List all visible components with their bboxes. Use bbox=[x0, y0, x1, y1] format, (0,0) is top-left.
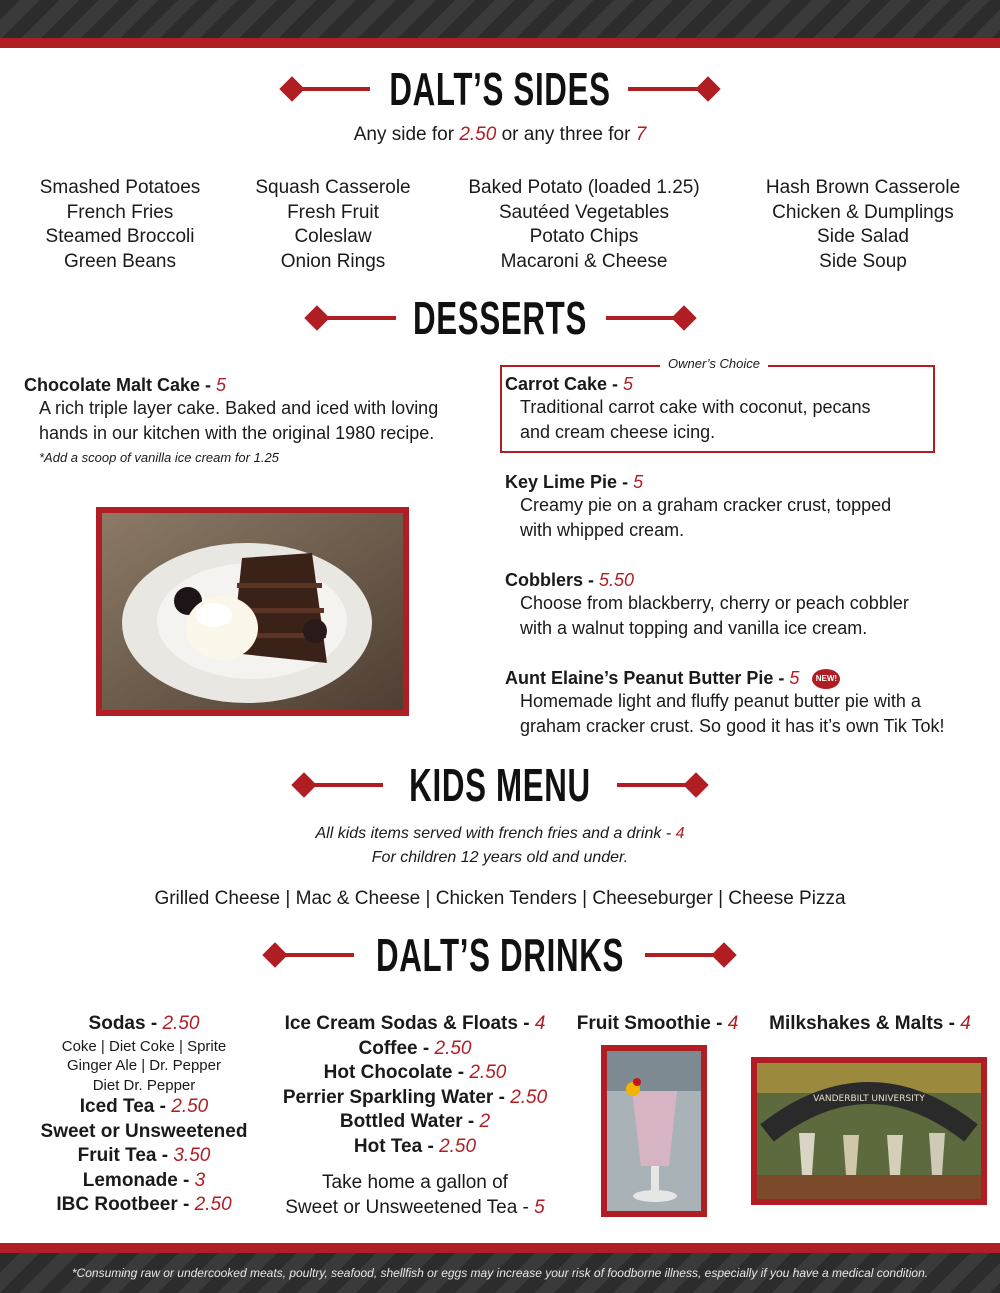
drink-name: Hot Tea bbox=[353, 1135, 423, 1157]
dessert-price: 5 bbox=[216, 375, 227, 395]
dessert-desc-line: with a walnut topping and vanilla ice cream. bbox=[520, 618, 868, 638]
owners-choice-label: Owner’s Choice bbox=[660, 356, 768, 371]
kids-items: Grilled Cheese | Mac & Cheese | Chicken Tenders | Cheeseburger | Cheese Pizza bbox=[154, 888, 846, 909]
drink-hot-tea: Hot Tea - 2.50 bbox=[353, 1135, 477, 1157]
dessert-desc-line: with whipped cream. bbox=[520, 520, 685, 540]
drink-iced-tea: Iced Tea - 2.50 bbox=[79, 1096, 209, 1117]
drink-price: 4 bbox=[534, 1013, 546, 1034]
drink-name: Ice Cream Sodas & Floats bbox=[284, 1013, 518, 1034]
cake-illustration bbox=[102, 513, 403, 710]
dessert-price: 5 bbox=[623, 374, 634, 394]
drink-price: 2.50 bbox=[469, 1062, 507, 1083]
side-item: Side Salad bbox=[817, 226, 909, 247]
gallon-price: 5 bbox=[534, 1196, 545, 1218]
dessert-name: Chocolate Malt Cake bbox=[24, 375, 201, 395]
dessert-name-line: Chocolate Malt Cake - 5 bbox=[24, 375, 227, 395]
dessert-price: 5 bbox=[633, 472, 644, 492]
drink-milkshakes: Milkshakes & Malts - 4 bbox=[769, 1013, 971, 1034]
dessert-name-line: Cobblers - 5.50 bbox=[505, 570, 635, 590]
sides-subtitle-text: Any side for bbox=[353, 124, 460, 145]
soda-options: Diet Dr. Pepper bbox=[92, 1076, 196, 1094]
drink-name: Sodas bbox=[88, 1013, 146, 1034]
dessert-desc-line: A rich triple layer cake. Baked and iced with loving bbox=[39, 398, 439, 418]
kids-title: KIDS MENU bbox=[409, 759, 591, 811]
sides-column-3 bbox=[454, 176, 714, 274]
side-item: Hash Brown Casserole bbox=[765, 177, 961, 198]
kids-info-line1 bbox=[0, 822, 1000, 846]
drinks-column-4 bbox=[755, 1012, 985, 1037]
top-pattern-band bbox=[0, 0, 1000, 38]
tea-sweet-option: Sweet or Unsweetened bbox=[40, 1120, 248, 1142]
drinks-column-2 bbox=[270, 1012, 560, 1220]
dessert-desc-line: hands in our kitchen with the original 1980 recipe. bbox=[39, 423, 435, 443]
drinks-title: DALT’S DRINKS bbox=[375, 929, 625, 981]
drink-name: Bottled Water bbox=[339, 1111, 463, 1132]
drink-perrier: Perrier Sparkling Water - 2.50 bbox=[282, 1086, 548, 1108]
dessert-description bbox=[24, 396, 494, 446]
drinks-column-1 bbox=[24, 1012, 264, 1218]
sides-column-2 bbox=[233, 176, 433, 274]
dessert-price: 5.50 bbox=[599, 570, 635, 590]
sides-subtitle-text-mid: or any three for bbox=[496, 124, 636, 145]
drink-name: Lemonade bbox=[82, 1169, 178, 1191]
drink-coffee: Coffee - 2.50 bbox=[358, 1037, 472, 1059]
dessert-name: Aunt Elaine’s Peanut Butter Pie bbox=[505, 668, 774, 688]
side-item: Side Soup bbox=[819, 250, 907, 272]
dessert-desc-line: Creamy pie on a graham cracker crust, topped bbox=[520, 495, 892, 515]
side-item: Steamed Broccoli bbox=[45, 226, 195, 247]
top-red-stripe bbox=[0, 38, 1000, 48]
side-item: Macaroni & Cheese bbox=[500, 250, 668, 272]
side-item: Potato Chips bbox=[529, 226, 639, 247]
side-item: Fresh Fruit bbox=[287, 201, 379, 223]
side-item: French Fries bbox=[66, 201, 174, 223]
gallon-offer-line1: Take home a gallon of bbox=[322, 1172, 508, 1193]
dessert-desc-line: Traditional carrot cake with coconut, pecans bbox=[520, 397, 871, 417]
dessert-carrot-cake bbox=[505, 374, 935, 445]
bottom-red-stripe bbox=[0, 1243, 1000, 1253]
dessert-key-lime-pie bbox=[505, 472, 985, 543]
side-item: Chicken & Dumplings bbox=[772, 201, 954, 223]
food-safety-disclaimer: *Consuming raw or undercooked meats, poultry, seafood, shellfish or eggs may increase your risk of foodborne illness, especially if you have a medical condition. bbox=[71, 1266, 929, 1280]
drink-price: 2 bbox=[479, 1111, 491, 1132]
drink-bottled-water: Bottled Water - 2 bbox=[339, 1111, 491, 1132]
gallon-offer-text: Sweet or Unsweetened Tea bbox=[285, 1196, 518, 1218]
side-item: Baked Potato (loaded 1.25) bbox=[468, 177, 700, 198]
dessert-price: 5 bbox=[789, 668, 800, 688]
kids-info-line2: For children 12 years old and under. bbox=[371, 849, 629, 866]
dessert-peanut-butter-pie bbox=[505, 668, 995, 739]
drink-price: 3.50 bbox=[173, 1145, 211, 1166]
dessert-note: *Add a scoop of vanilla ice cream for 1.25 bbox=[39, 450, 279, 465]
smoothie-illustration bbox=[607, 1051, 701, 1211]
drink-price: 2.50 bbox=[510, 1086, 548, 1108]
sides-price-single: 2.50 bbox=[459, 124, 497, 145]
dessert-name: Key Lime Pie bbox=[505, 472, 618, 492]
desserts-title: DESSERTS bbox=[412, 292, 588, 344]
drink-price: 4 bbox=[960, 1013, 971, 1034]
sign-text: VANDERBILT UNIVERSITY bbox=[813, 1094, 925, 1104]
drink-price: 2.50 bbox=[434, 1037, 472, 1059]
dessert-name: Cobblers bbox=[505, 570, 584, 590]
dessert-description bbox=[505, 395, 935, 445]
dessert-description bbox=[505, 591, 985, 641]
dessert-desc-line: Homemade light and fluffy peanut butter pie with a bbox=[520, 691, 921, 712]
new-badge: NEW! bbox=[812, 669, 840, 689]
drink-hot-chocolate: Hot Chocolate - 2.50 bbox=[323, 1062, 507, 1083]
side-item: Squash Casserole bbox=[255, 177, 411, 198]
drink-smoothie: Fruit Smoothie - 4 bbox=[576, 1013, 739, 1034]
dessert-name-line: Key Lime Pie - 5 bbox=[505, 472, 644, 492]
kids-price: 4 bbox=[675, 825, 685, 842]
milkshakes-photo bbox=[751, 1057, 987, 1205]
dessert-description bbox=[505, 493, 985, 543]
drink-price: 2.50 bbox=[162, 1013, 200, 1034]
drink-name: Fruit Tea bbox=[77, 1145, 157, 1166]
dessert-name-line: Carrot Cake - 5 bbox=[505, 374, 634, 394]
sides-price-three: 7 bbox=[635, 124, 647, 145]
drink-rootbeer: IBC Rootbeer - 2.50 bbox=[56, 1194, 232, 1215]
sides-column-4 bbox=[743, 176, 983, 274]
cake-photo bbox=[96, 507, 409, 716]
drink-fruit-tea: Fruit Tea - 3.50 bbox=[77, 1145, 211, 1166]
sides-subtitle bbox=[0, 124, 1000, 146]
drink-price: 2.50 bbox=[439, 1135, 477, 1157]
drink-name: IBC Rootbeer bbox=[56, 1194, 178, 1215]
drink-price: 3 bbox=[194, 1169, 206, 1191]
drink-price: 4 bbox=[727, 1013, 739, 1034]
side-item: Green Beans bbox=[64, 250, 176, 272]
drink-name: Hot Chocolate bbox=[323, 1062, 453, 1083]
side-item: Smashed Potatoes bbox=[39, 177, 201, 198]
drink-name: Perrier Sparkling Water bbox=[282, 1086, 494, 1108]
dessert-name-line: Aunt Elaine’s Peanut Butter Pie - 5 NEW! bbox=[505, 668, 995, 689]
dessert-desc-line: graham cracker crust. So good it has it’s own Tik Tok! bbox=[520, 716, 945, 737]
sides-column-1 bbox=[20, 176, 220, 274]
dessert-desc-line: Choose from blackberry, cherry or peach cobbler bbox=[520, 593, 909, 613]
milkshakes-illustration bbox=[757, 1063, 981, 1199]
dessert-chocolate-malt-cake bbox=[24, 375, 494, 465]
drink-sodas: Sodas - 2.50 bbox=[88, 1013, 200, 1034]
smoothie-photo bbox=[601, 1045, 707, 1217]
gallon-offer-line2: Sweet or Unsweetened Tea - 5 bbox=[285, 1196, 545, 1218]
kids-info bbox=[0, 822, 1000, 870]
side-item: Coleslaw bbox=[294, 226, 372, 247]
dessert-name: Carrot Cake bbox=[505, 374, 608, 394]
dessert-cobblers bbox=[505, 570, 985, 641]
side-item: Onion Rings bbox=[280, 250, 386, 272]
drink-lemonade: Lemonade - 3 bbox=[82, 1169, 206, 1191]
drink-name: Milkshakes & Malts bbox=[769, 1013, 944, 1034]
side-item: Sautéed Vegetables bbox=[498, 201, 670, 223]
drink-name: Coffee bbox=[358, 1037, 418, 1059]
soda-options: Coke | Diet Coke | Sprite bbox=[61, 1037, 227, 1055]
drink-name: Iced Tea bbox=[79, 1096, 155, 1117]
drinks-column-3 bbox=[565, 1012, 750, 1037]
dessert-description bbox=[505, 689, 995, 739]
drink-price: 2.50 bbox=[194, 1194, 232, 1215]
drink-name: Fruit Smoothie bbox=[576, 1013, 711, 1034]
soda-options: Ginger Ale | Dr. Pepper bbox=[67, 1057, 221, 1074]
drink-floats: Ice Cream Sodas & Floats - 4 bbox=[284, 1013, 546, 1034]
sides-title: DALT’S SIDES bbox=[389, 63, 611, 115]
kids-info-text: All kids items served with french fries and a drink - bbox=[315, 825, 676, 842]
dessert-desc-line: and cream cheese icing. bbox=[520, 422, 716, 442]
drink-price: 2.50 bbox=[171, 1096, 209, 1117]
